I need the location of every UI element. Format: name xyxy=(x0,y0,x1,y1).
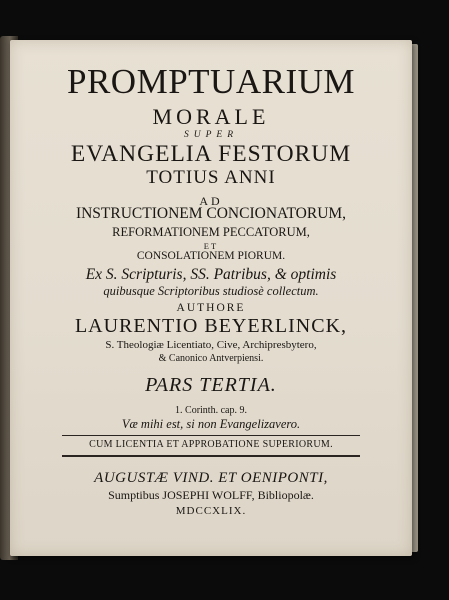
imprint-publisher: Sumptibus JOSEPHI WOLFF, Bibliopolæ. xyxy=(108,488,314,502)
sources-line: Ex S. Scripturis, SS. Patribus, & optimis xyxy=(85,266,337,283)
evangelia-line: EVANGELIA FESTORUM xyxy=(70,141,352,167)
et-line: ET xyxy=(203,241,219,251)
author-name: LAURENTIO BEYERLINCK, xyxy=(74,315,348,337)
title-page xyxy=(10,40,412,556)
consolationem-line: CONSOLATIONEM PIORUM. xyxy=(136,250,286,262)
imprint-place: AUGUSTÆ VIND. ET OENIPONTI, xyxy=(94,470,328,486)
citation-text: Væ mihi est, si non Evangelizavero. xyxy=(121,417,301,431)
citation-reference: 1. Corinth. cap. 9. xyxy=(175,405,247,416)
super-line: SUPER xyxy=(183,130,239,140)
sources-line-2: quibusque Scriptoribus studiosè collectum. xyxy=(103,284,319,298)
instructionem-line: INSTRUCTIONEM CONCIONATORUM, xyxy=(75,205,347,222)
totius-anni-line: TOTIUS ANNI xyxy=(146,167,276,188)
author-credentials-2: & Canonico Antverpiensi. xyxy=(158,353,264,364)
divider-rule-top xyxy=(62,435,360,436)
ad-line: AD xyxy=(199,194,223,208)
reformationem-line: REFORMATIONEM PECCATORUM, xyxy=(112,225,310,239)
book-title: PROMPTUARIUM xyxy=(67,62,355,101)
author-credentials: S. Theologiæ Licentiato, Cive, Archipresbytero, xyxy=(105,339,317,351)
book-subtitle: MORALE xyxy=(152,104,270,129)
authore-line: AUTHORE xyxy=(176,302,246,314)
divider-rule-bottom xyxy=(62,455,360,457)
part-heading: PARS TERTIA. xyxy=(145,374,277,396)
imprint-year: MDCCXLIX. xyxy=(175,505,247,517)
license-line: CUM LICENTIA ET APPROBATIONE SUPERIORUM. xyxy=(89,439,333,450)
